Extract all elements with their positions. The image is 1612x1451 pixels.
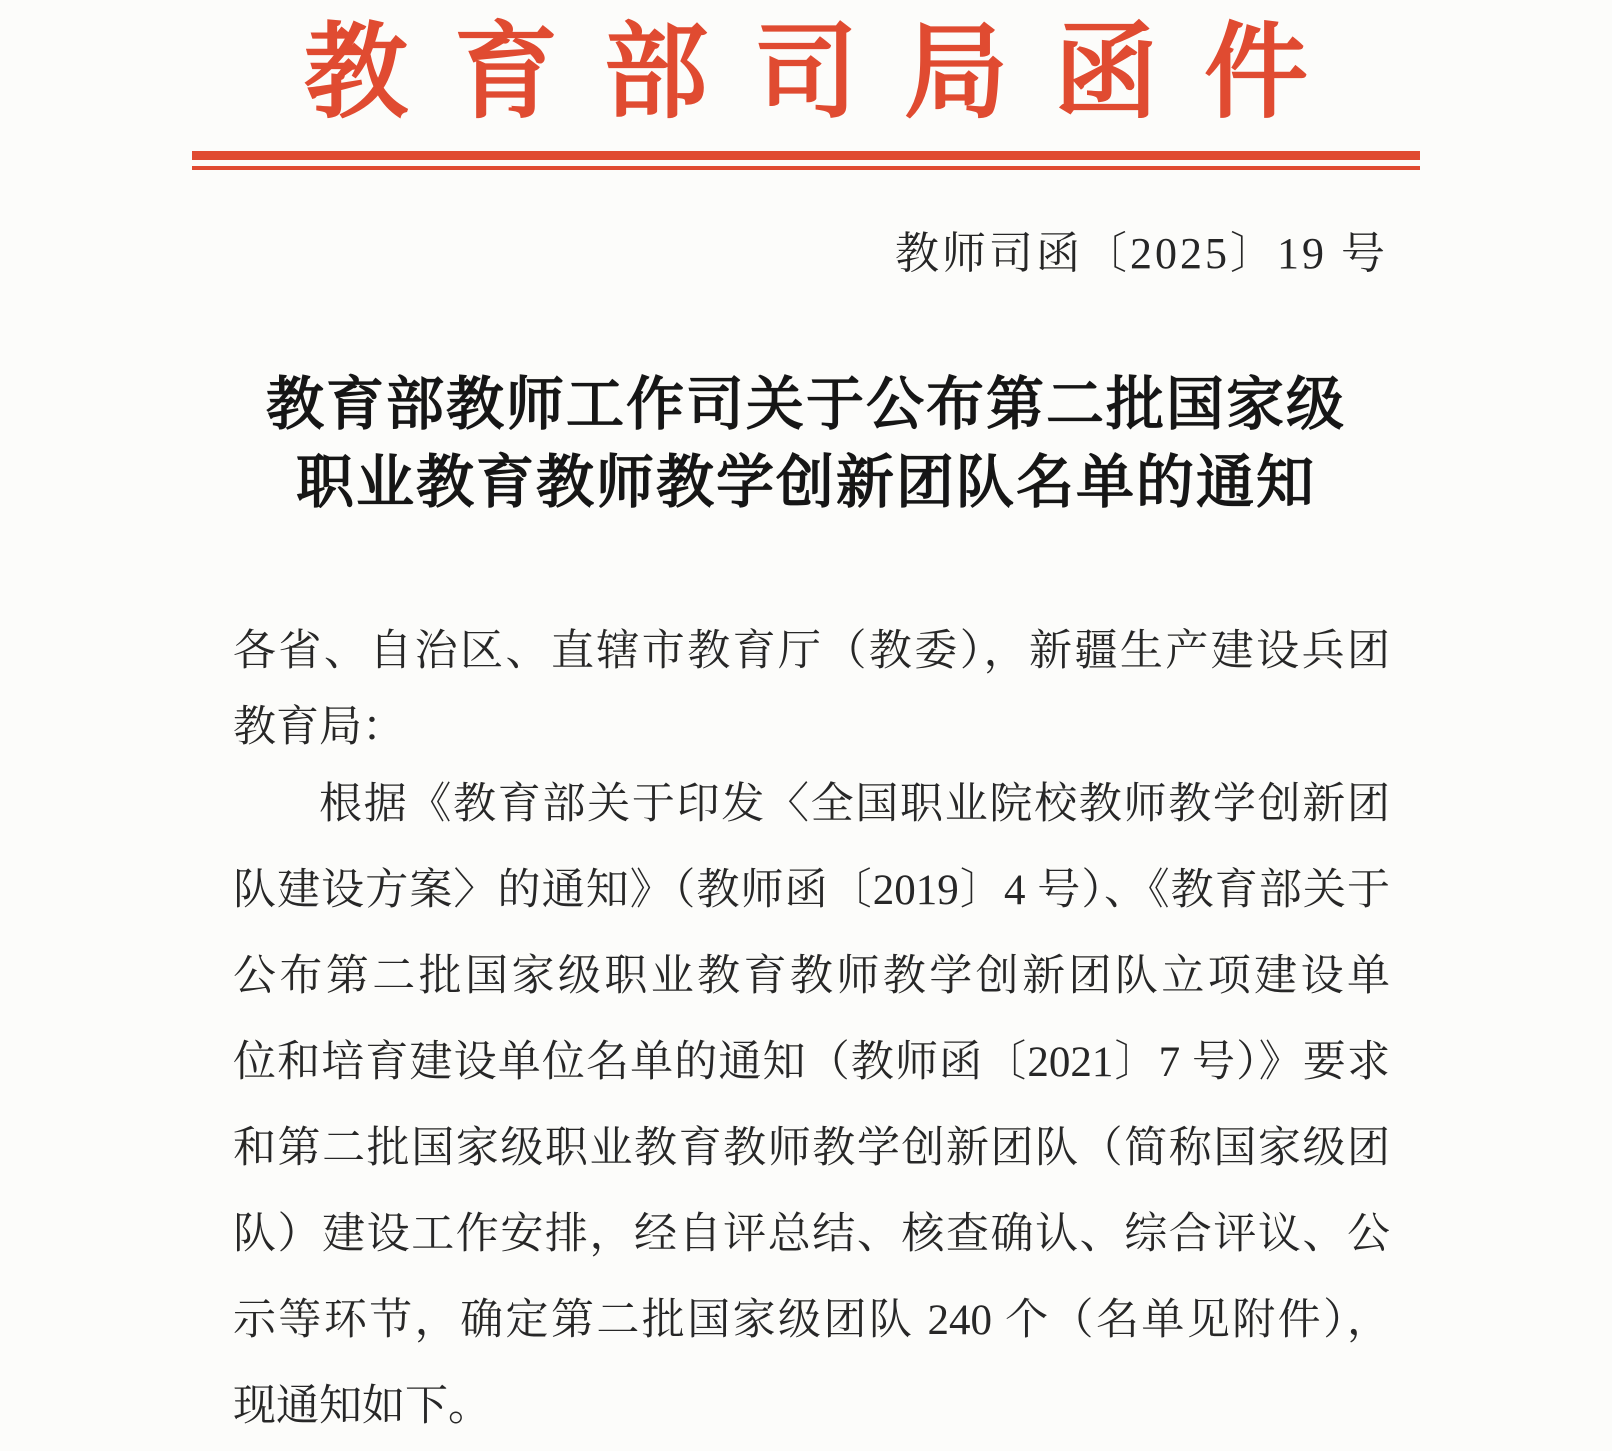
salutation-line: 教育局： <box>233 704 405 751</box>
salutation-line: 各省、自治区、直辖市教育厅（教委），新疆生产建设兵团 <box>233 628 1390 675</box>
document-type-header: 教育部司局函件 <box>303 16 1354 131</box>
body-line: 队建设方案〉的通知》（教师函〔2019〕4 号）、《教育部关于 <box>233 867 1390 914</box>
red-divider-thick <box>192 151 1420 160</box>
document-number: 教师司函〔2025〕19 号 <box>895 229 1388 278</box>
document-title-line-1: 教育部教师工作司关于公布第二批国家级 <box>265 372 1346 437</box>
document-title-line-2: 职业教育教师教学创新团队名单的通知 <box>295 450 1316 515</box>
body-line: 位和培育建设单位名单的通知（教师函〔2021〕7 号）》要求 <box>233 1039 1390 1086</box>
body-line: 公布第二批国家级职业教育教师教学创新团队立项建设单 <box>233 953 1390 1000</box>
body-line: 根据《教育部关于印发〈全国职业院校教师教学创新团 <box>319 781 1390 828</box>
salutation-block <box>233 614 1390 766</box>
document-title <box>0 366 1612 522</box>
body-line: 示等环节，确定第二批国家级团队 240 个（名单见附件）， <box>233 1297 1390 1344</box>
body-line: 现通知如下。 <box>233 1383 491 1430</box>
red-divider-thin <box>192 166 1420 170</box>
body-paragraph <box>233 762 1390 1450</box>
body-line: 队）建设工作安排，经自评总结、核查确认、综合评议、公 <box>233 1211 1390 1258</box>
body-line: 和第二批国家级职业教育教师教学创新团队（简称国家级团 <box>233 1125 1390 1172</box>
